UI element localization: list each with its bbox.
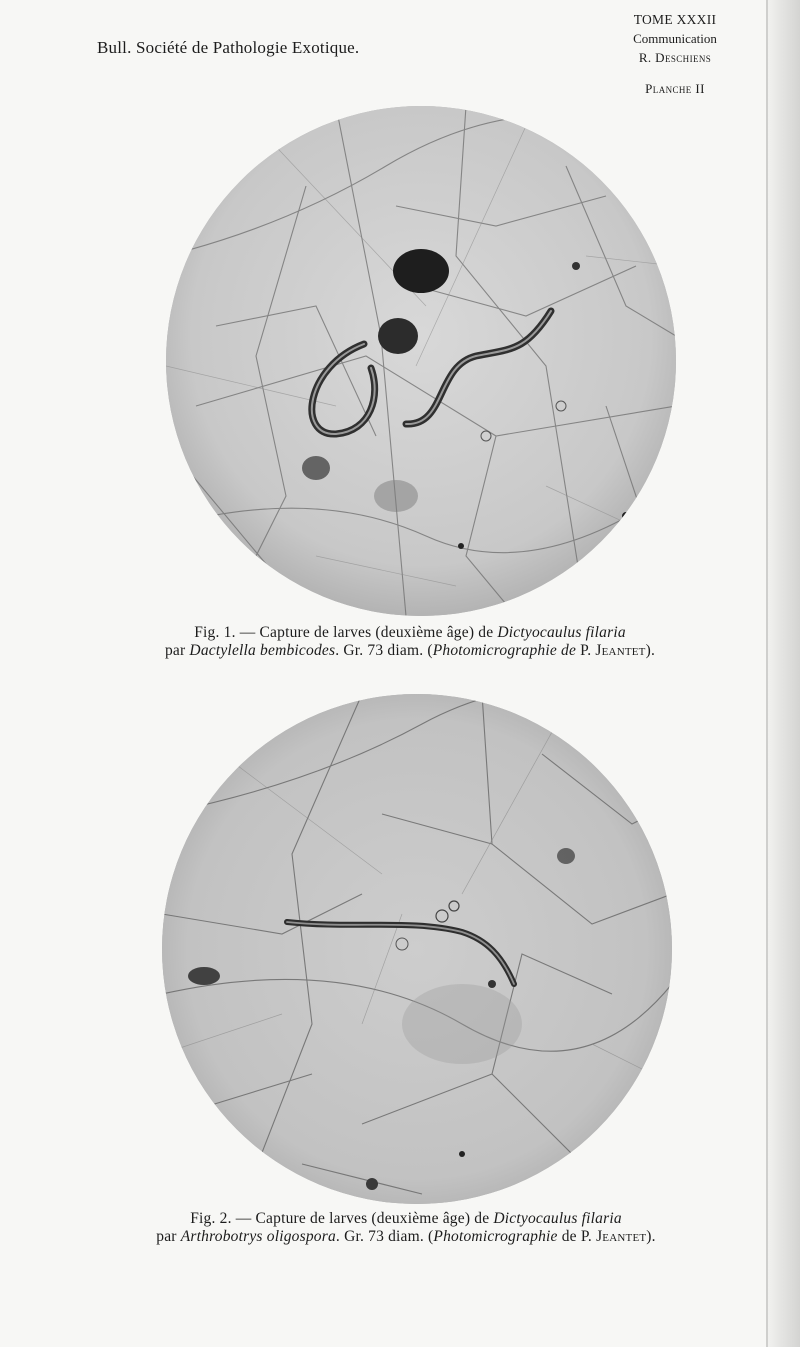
plate-label: Planche II bbox=[645, 81, 705, 96]
volume-label: TOME XXXII bbox=[633, 12, 717, 27]
figure-2-caption-line-1 bbox=[96, 1210, 716, 1228]
figure-1-photomicrograph bbox=[166, 106, 676, 616]
figure-1-caption-line-2 bbox=[100, 642, 720, 660]
figure-1-caption bbox=[100, 624, 720, 660]
figure-1-species: Dictyocaulus filaria bbox=[497, 624, 626, 641]
figure-2-caption-by: par bbox=[156, 1228, 181, 1245]
figure-2-caption-line-2 bbox=[96, 1228, 716, 1246]
figure-1-photographer: P. Jeantet bbox=[580, 642, 646, 659]
figure-2-image bbox=[162, 694, 672, 1204]
figure-1-caption-end: ). bbox=[645, 642, 656, 659]
figure-1-caption-line-1 bbox=[100, 624, 720, 642]
figure-1-caption-magnification: . Gr. 73 diam. ( bbox=[335, 642, 433, 659]
figure-2-photomicrograph bbox=[162, 694, 672, 1204]
figure-2-fungus: Arthrobotrys oligospora bbox=[180, 1228, 336, 1245]
figure-2-photo-separator: de bbox=[557, 1228, 581, 1245]
author-label: R. Deschiens bbox=[638, 50, 712, 65]
figure-2-caption-magnification: . Gr. 73 diam. ( bbox=[335, 1228, 434, 1245]
figure-2-photographer: P. Jeantet bbox=[580, 1228, 647, 1245]
communication-label: Communication bbox=[633, 31, 717, 46]
figure-1-caption-prefix: Fig. 1. — Capture de larves (deuxième âge) de bbox=[194, 624, 498, 641]
header-block bbox=[600, 10, 750, 98]
figure-1-photo-credit: Photomicrographie de bbox=[432, 642, 577, 659]
figure-2-caption-prefix: Fig. 2. — Capture de larves (deuxième âge) de bbox=[190, 1210, 494, 1227]
figure-1-caption-by: par bbox=[164, 642, 190, 659]
journal-title: Bull. Société de Pathologie Exotique. bbox=[97, 38, 360, 57]
figure-2-species: Dictyocaulus filaria bbox=[493, 1210, 622, 1227]
figure-2-photo-credit: Photomicrographie bbox=[433, 1228, 558, 1245]
figure-2-caption-end: ). bbox=[646, 1228, 656, 1245]
figure-2-caption bbox=[96, 1210, 716, 1246]
page-edge bbox=[766, 0, 800, 1347]
figure-1-image bbox=[166, 106, 676, 616]
figure-1-fungus: Dactylella bembicodes bbox=[189, 642, 336, 659]
